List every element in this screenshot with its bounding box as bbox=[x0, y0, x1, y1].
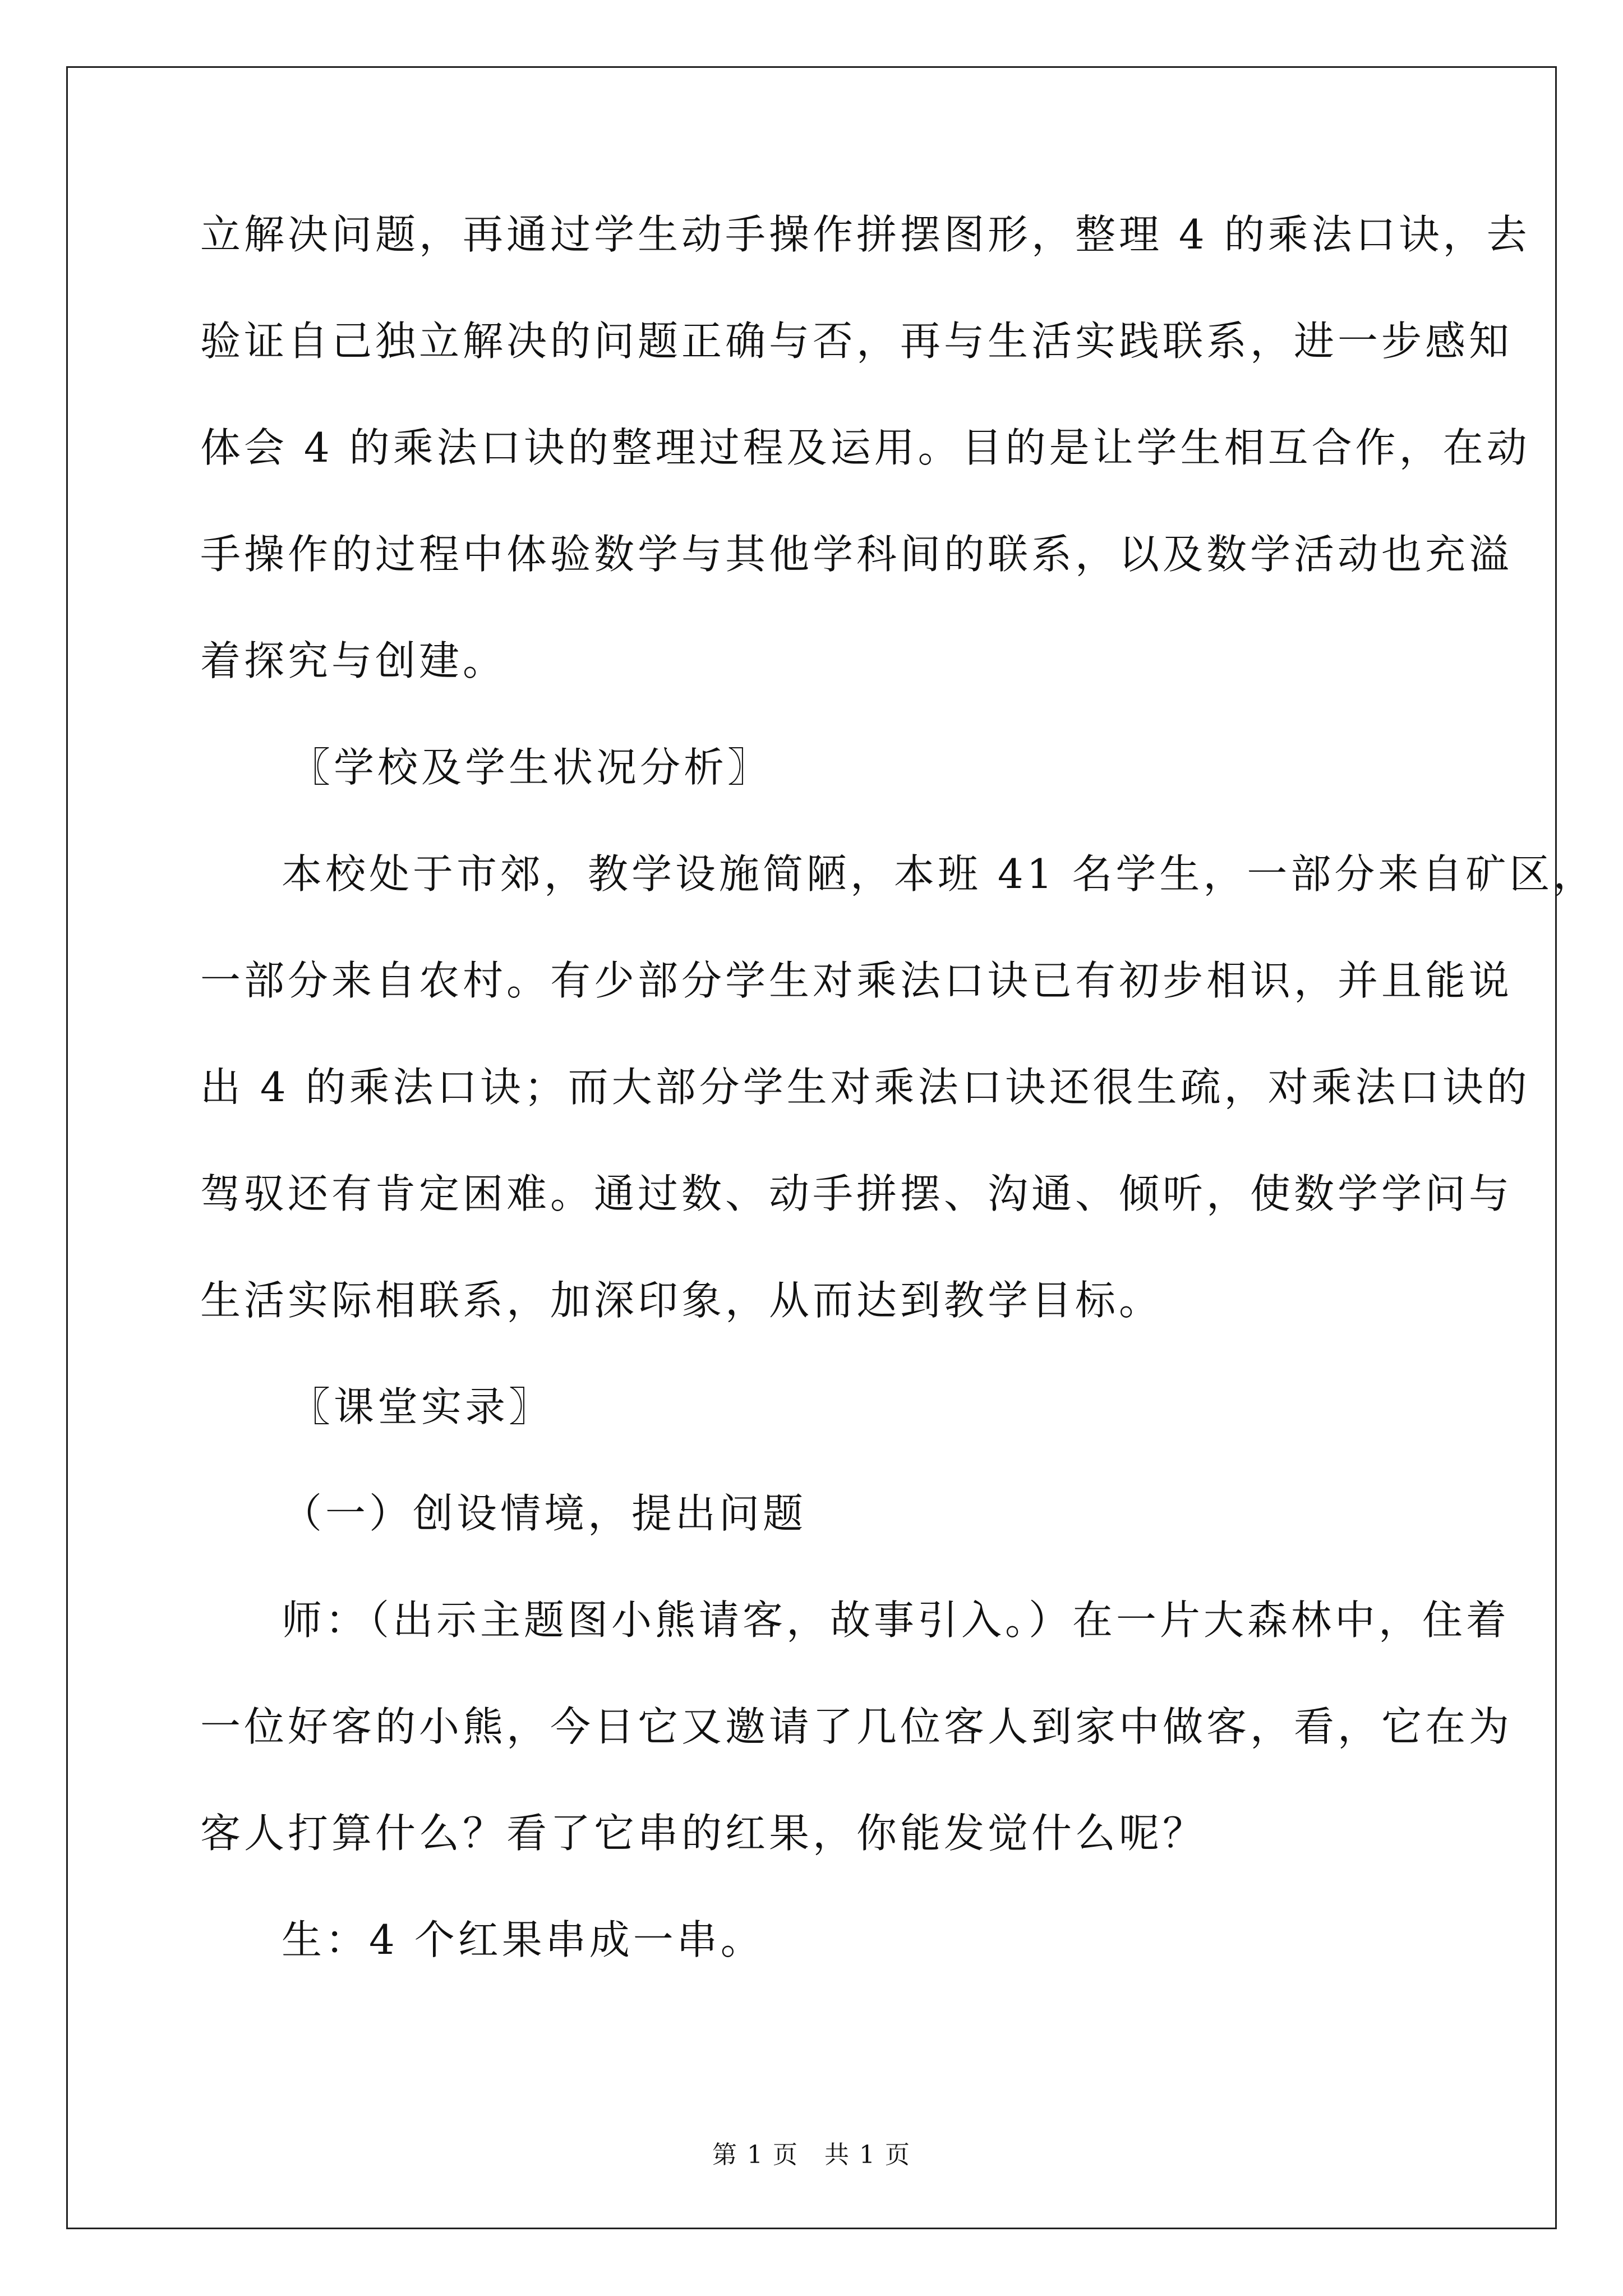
text-line: 一位好客的小熊，今日它又邀请了几位客人到家中做客，看，它在为 bbox=[200, 1703, 1513, 1750]
text-line: 验证自己独立解决的问题正确与否，再与生活实践联系，进一步感知 bbox=[200, 318, 1513, 365]
section-heading: 〖课堂实录〗 bbox=[290, 1383, 553, 1430]
text-line: 一部分来自农村。有少部分学生对乘法口诀已有初步相识，并且能说 bbox=[200, 957, 1513, 1004]
text-line: 体会 4 的乘法口诀的整理过程及运用。目的是让学生相互合作，在动 bbox=[200, 424, 1530, 471]
text-line: 本校处于市郊，教学设施简陋，本班 41 名学生，一部分来自矿区， bbox=[282, 850, 1597, 898]
text-line: 师：（出示主题图小熊请客，故事引入。）在一片大森林中，住着 bbox=[282, 1596, 1510, 1644]
text-line: 生：4 个红果串成一串。 bbox=[282, 1916, 764, 1963]
text-line: 出 4 的乘法口诀；而大部分学生对乘法口诀还很生疏，对乘法口诀的 bbox=[200, 1064, 1530, 1111]
text-line: 客人打算什么？看了它串的红果，你能发觉什么呢？ bbox=[200, 1810, 1207, 1857]
text-line: 立解决问题，再通过学生动手操作拼摆图形，整理 4 的乘法口诀，去 bbox=[200, 211, 1530, 258]
text-line: 生活实际相联系，加深印象，从而达到教学目标。 bbox=[200, 1277, 1163, 1324]
subsection-heading: （一）创设情境，提出问题 bbox=[282, 1490, 807, 1537]
page-border bbox=[66, 66, 1557, 2229]
text-line: 驾驭还有肯定困难。通过数、动手拼摆、沟通、倾听，使数学学问与 bbox=[200, 1170, 1513, 1217]
text-line: 手操作的过程中体验数学与其他学科间的联系，以及数学活动也充溢 bbox=[200, 531, 1513, 578]
page-footer: 第 1 页 共 1 页 bbox=[712, 2141, 911, 2169]
text-line: 着探究与创建。 bbox=[200, 637, 507, 684]
section-heading: 〖学校及学生状况分析〗 bbox=[290, 744, 772, 791]
